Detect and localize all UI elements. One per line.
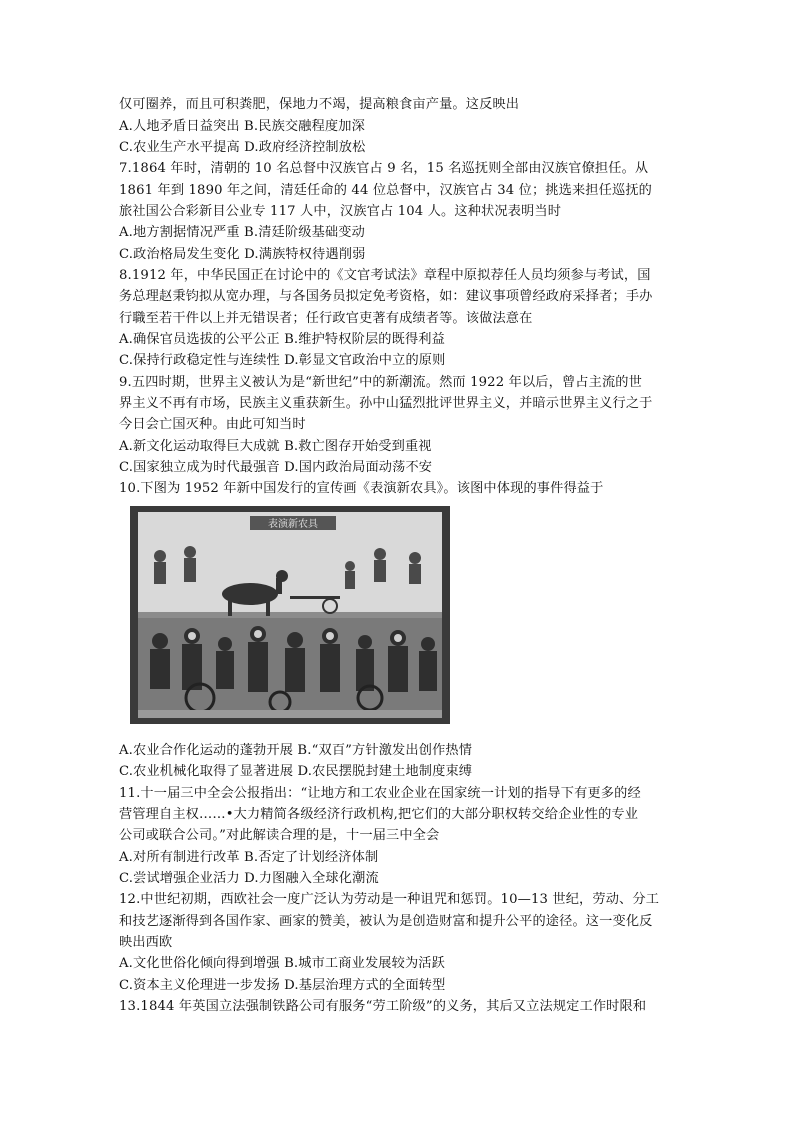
- question-13-line: 13.1844 年英国立法强制铁路公司有服务“劳工阶级”的义务，其后又立法规定工作时限和: [119, 999, 647, 1014]
- text-line: 行職至若干件以上并无错误者；任行政官吏著有成绩者等。该做法意在: [119, 311, 533, 326]
- option-line: C.国家独立成为时代最强音 D.国内政治局面动荡不安: [119, 460, 433, 475]
- text-line: 1861 年到 1890 年之间，清廷任命的 44 位总督中，汉族官占 34 位；挑选来担任巡抚的: [119, 183, 652, 198]
- option-line: A.农业合作化运动的蓬勃开展 B.“双百”方针激发出创作热情: [119, 743, 473, 758]
- option-line: C.资本主义伦理进一步发扬 D.基层治理方式的全面转型: [119, 978, 446, 993]
- question-10-line: 10.下图为 1952 年新中国发行的宣传画《表演新农具》。该图中体现的事件得益于: [119, 481, 604, 496]
- text-line: 公司或联合公司。”对此解读合理的是，十一届三中全会: [119, 828, 440, 843]
- text-line: 务总理赵秉钧拟从宽办理，与各国务员拟定免考资格，如：建议事项曾经政府采择者；手办: [119, 289, 653, 304]
- text-line: 旅社国公合彩新目公业专 117 人中，汉族官占 104 人。这种状况表明当时: [119, 204, 562, 219]
- poster-banner-text: 表演新农具: [268, 519, 318, 530]
- question-7-line: 7.1864 年时，清朝的 10 名总督中汉族官占 9 名，15 名巡抚则全部由汉族官僚担任。从: [119, 161, 649, 176]
- option-line: C.农业机械化取得了显著进展 D.农民摆脱封建土地制度束缚: [119, 764, 473, 779]
- text-line: 和技艺逐渐得到各国作家、画家的赞美，被认为是创造财富和提升公平的途径。这一变化反: [119, 914, 653, 929]
- question-11-line: 11.十一届三中全会公报指出：“让地方和工农业企业在国家统一计划的指导下有更多的经: [119, 786, 641, 801]
- option-line: A.新文化运动取得巨大成就 B.救亡图存开始受到重视: [119, 439, 432, 454]
- propaganda-poster-image: [130, 506, 450, 724]
- option-line: C.农业生产水平提高 D.政府经济控制放松: [119, 140, 366, 155]
- option-line: C.保持行政稳定性与连续性 D.彰显文官政治中立的原则: [119, 353, 446, 368]
- option-line: A.对所有制进行改革 B.否定了计划经济体制: [119, 850, 379, 865]
- question-12-line: 12.中世纪初期，西欧社会一度广泛认为劳动是一种诅咒和惩罚。10—13 世纪，劳动、分工: [119, 892, 660, 907]
- question-9-line: 9.五四时期，世界主义被认为是“新世纪”中的新潮流。然而 1922 年以后，曾占主流的世: [119, 375, 642, 390]
- option-line: A.地方割据情况严重 B.清廷阶级基础变动: [119, 225, 365, 240]
- option-line: C.尝试增强企业活力 D.力图融入全球化潮流: [119, 871, 379, 886]
- option-line: A.确保官员选拔的公平公正 B.维护特权阶层的既得利益: [119, 332, 445, 347]
- option-line: C.政治格局发生变化 D.满族特权待遇削弱: [119, 247, 366, 262]
- text-line: 今日会亡国灭种。由此可知当时: [119, 417, 306, 432]
- option-line: A.文化世俗化倾向得到增强 B.城市工商业发展较为活跃: [119, 956, 445, 971]
- text-line: 映出西欧: [119, 935, 173, 950]
- option-line: A.人地矛盾日益突出 B.民族交融程度加深: [119, 119, 365, 134]
- text-line: 界主义不再有市场，民族主义重获新生。孙中山猛烈批评世界主义，并暗示世界主义行之于: [119, 396, 653, 411]
- text-line: 营管理自主权……•大力精简各级经济行政机构,把它们的大部分职权转交给企业性的专业: [119, 807, 639, 822]
- question-8-line: 8.1912 年，中华民国正在讨论中的《文官考试法》章程中原拟荐任人员均须参与考试，国: [119, 268, 651, 283]
- text-line: 仅可圈养，而且可积粪肥，保地力不竭，提高粮食亩产量。这反映出: [119, 97, 520, 112]
